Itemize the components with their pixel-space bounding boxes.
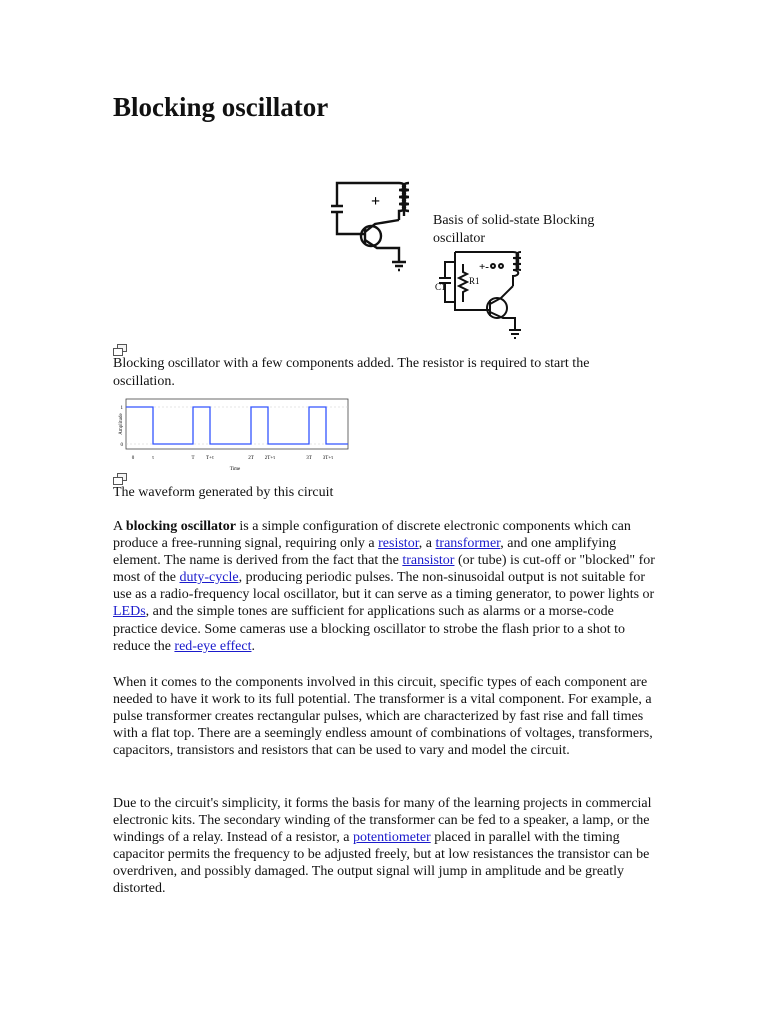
waveform-caption: The waveform generated by this circuit xyxy=(113,485,334,500)
r1-label: R1 xyxy=(469,276,480,286)
link-potentiometer[interactable]: potentiometer xyxy=(352,830,431,846)
link-transistor[interactable]: transistor xyxy=(402,553,455,569)
paragraph-kits xyxy=(113,795,658,898)
link-transformer[interactable]: transformer xyxy=(435,536,501,552)
page-title: Blocking oscillator xyxy=(113,92,329,122)
text-run: A xyxy=(113,519,126,534)
text-run: , and the simple tones are sufficient for applications such as alarms or a morse-code practice device. Some cameras use a blocking oscillator to strobe the flash prior to a shot to reduce the xyxy=(113,604,626,654)
x-axis-label: Time xyxy=(229,467,241,472)
x-tick-T-tau: T+τ xyxy=(206,456,214,461)
waveform-plot xyxy=(113,397,353,472)
link-duty-cycle[interactable]: duty-cycle xyxy=(179,570,239,586)
text-run: . xyxy=(251,638,255,654)
link-leds[interactable]: LEDs xyxy=(113,604,146,620)
text-run: , a xyxy=(418,536,436,552)
x-tick-3T-tau: 3T+τ xyxy=(322,456,334,461)
text-run: (or tube) is cut-off or "blocked" for most of the xyxy=(113,553,655,586)
x-tick-3T: 3T xyxy=(306,456,312,461)
link-red-eye-effect[interactable]: red-eye effect xyxy=(174,638,252,654)
y-axis-label: Amplitude xyxy=(119,413,124,435)
plus-symbol: + xyxy=(371,193,381,210)
x-tick-2T: 2T xyxy=(248,456,254,461)
y-tick-1: 1 xyxy=(120,406,123,411)
text-run: Due to the circuit's simplicity, it forms the basis for many of the learning projects in commercial electronic kits. The secondary winding of the transformer can be fed to a speaker, a lamp, or the windings of a relay. Instead of a resistor, a xyxy=(113,796,652,846)
text-run: is a simple configuration of discrete electronic components which can produce a free-running signal, requiring only a xyxy=(113,519,631,552)
link-resistor[interactable]: resistor xyxy=(378,536,419,552)
x-tick-tau: τ xyxy=(151,456,155,461)
bold-term: blocking oscillator xyxy=(125,519,236,534)
x-tick-2T-tau: 2T+τ xyxy=(264,456,276,461)
text-run: placed in parallel with the timing capacitor permits the frequency to be adjusted freely, but at low resistances the transistor can be overdriven, and possibly damaged. The output signal will jump in amplitude and be greatly distorted. xyxy=(113,830,650,897)
text-run: , producing periodic pulses. The non-sinusoidal output is not suitable for use as a radio-frequency local oscillator, but it can serve as a timing generator, to power lights or xyxy=(113,570,655,603)
paragraph-components: When it comes to the components involved in this circuit, specific types of each component are needed to have it work to its full potential. The transformer is a vital component. For example, a pulse transformer creates rectangular pulses, which are characterized by fast rise and fall times with a flat top. There are a seemingly endless amount of combinations of voltages, transformers, capacitors, transistors and resistors that can be used to vary and model the circuit. xyxy=(113,675,653,759)
y-tick-0: 0 xyxy=(120,443,123,448)
paragraph-intro xyxy=(113,518,658,655)
figure1-caption: Basis of solid-state Blocking oscillator xyxy=(433,213,595,246)
extended-oscillator-schematic xyxy=(433,248,533,344)
figure2-caption: Blocking oscillator with a few components added. The resistor is required to start the oscillation. xyxy=(113,356,590,389)
x-tick-T: T xyxy=(191,456,195,461)
plus-minus-label: +- xyxy=(479,261,489,273)
basic-oscillator-schematic xyxy=(325,176,425,278)
text-run: , and one amplifying element. The name is derived from the fact that the xyxy=(113,536,617,569)
c1-label: C1 xyxy=(435,282,446,292)
x-tick-0: 0 xyxy=(131,456,135,461)
